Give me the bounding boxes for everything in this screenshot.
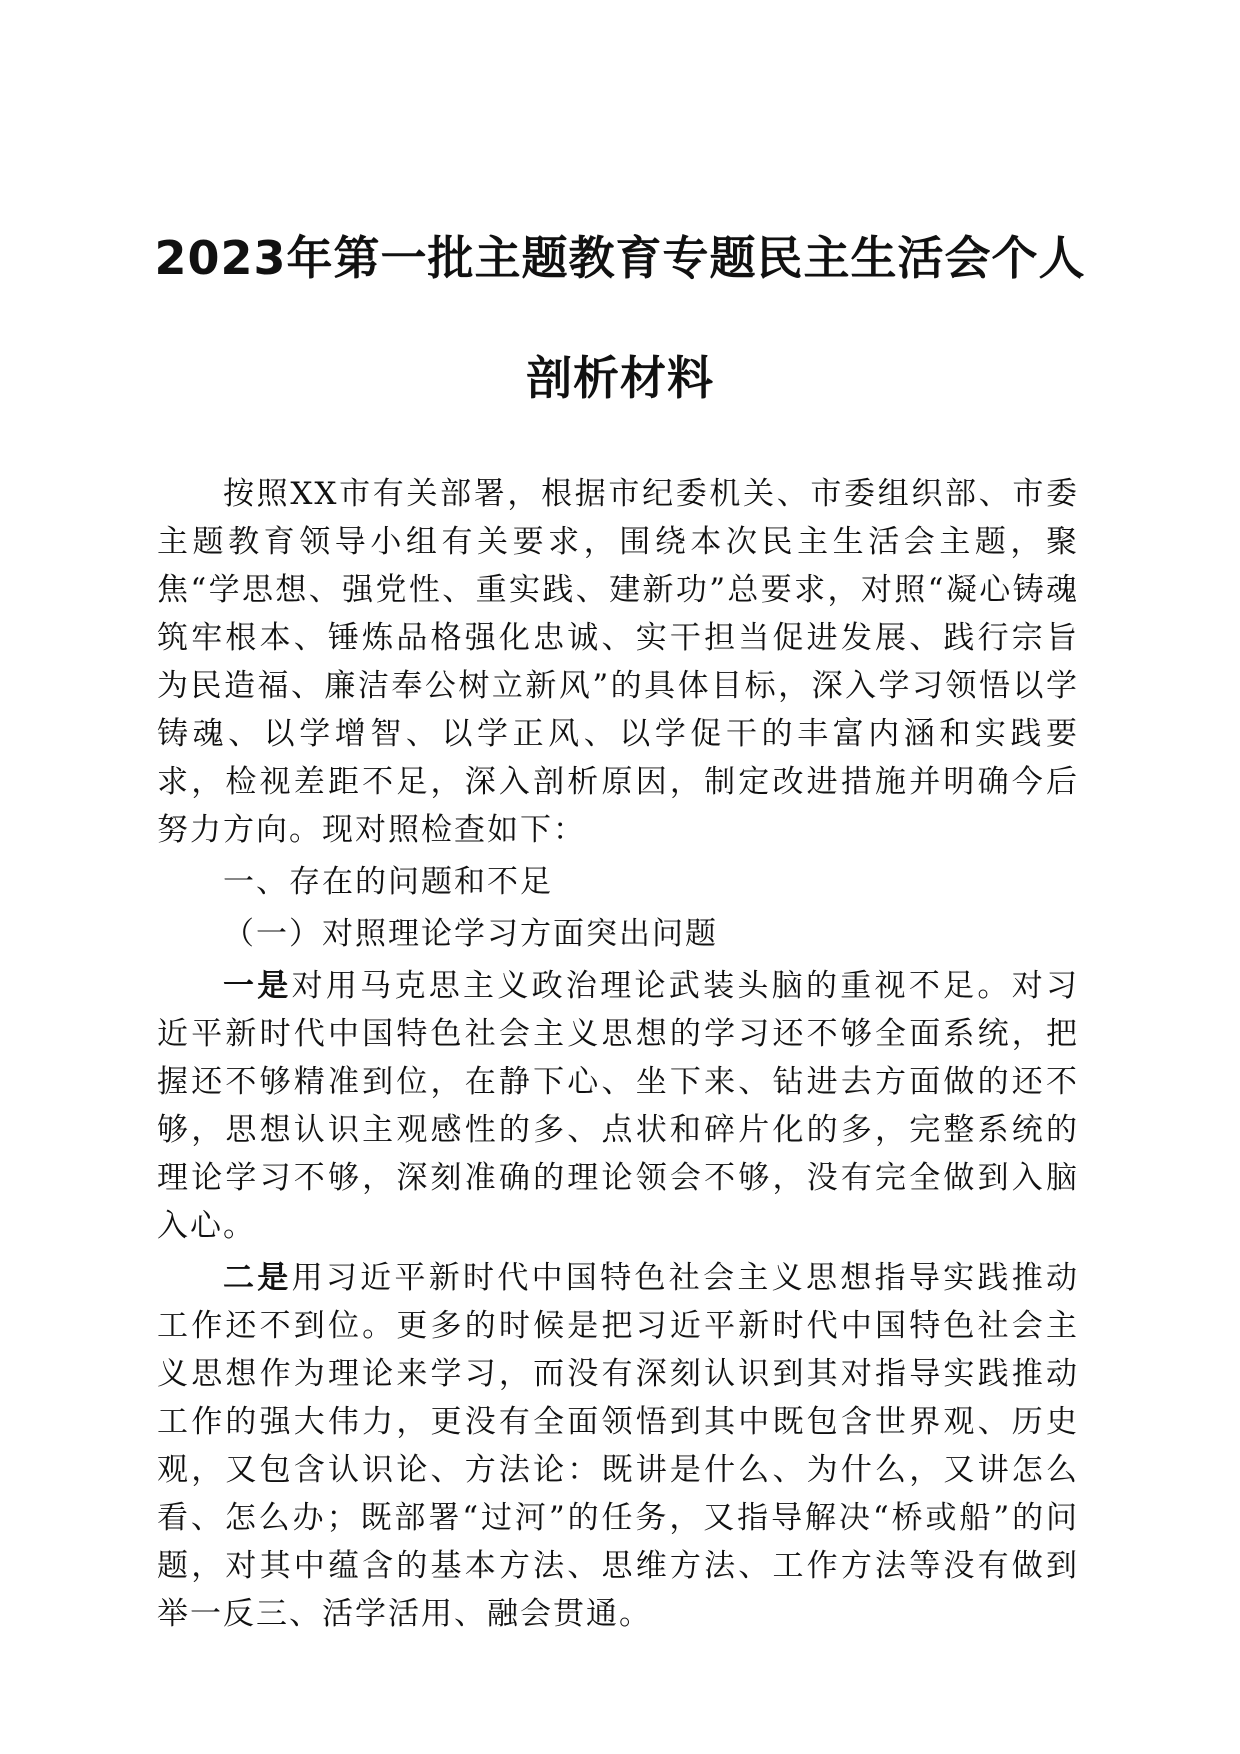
document-body (157, 470, 1079, 1642)
document-title-line1: 2023年第一批主题教育专题民主生活会个人 (154, 231, 1086, 285)
point-text-2: 用习近平新时代中国特色社会主义思想指导实践推动工作还不到位。更多的时候是把习近平新时代中国特色社会主义思想作为理论来学习，而没有深刻认识到其对指导实践推动工作的强大伟力，更没有全面领悟到其中既包含世界观、历史观，又包含认识论、方法论：既讲是什么、为什么，又讲怎么看、怎么办；既部署“过河”的任务，又指导解决“桥或船”的问题，对其中蕴含的基本方法、思维方法、工作方法等没有做到举一反三、活学活用、融会贯通。 (157, 1260, 1080, 1632)
point-lead-2: 二是 (223, 1260, 292, 1296)
point-lead-1: 一是 (223, 968, 292, 1004)
point-paragraph-2 (157, 1254, 1079, 1638)
point-text-1: 对用马克思主义政治理论武装头脑的重视不足。对习近平新时代中国特色社会主义思想的学习还不够全面系统，把握还不够精准到位，在静下心、坐下来、钻进去方面做的还不够，思想认识主观感性的多、点状和碎片化的多，完整系统的理论学习不够，深刻准确的理论领会不够，没有完全做到入脑入心。 (157, 968, 1080, 1244)
point-paragraph-1 (157, 962, 1079, 1250)
intro-paragraph: 按照XX市有关部署，根据市纪委机关、市委组织部、市委主题教育领导小组有关要求，围绕本次民主生活会主题，聚焦“学思想、强党性、重实践、建新功”总要求，对照“凝心铸魂筑牢根本、锤炼品格强化忠诚、实干担当促进发展、践行宗旨为民造福、廉洁奉公树立新风”的具体目标，深入学习领悟以学铸魂、以学增智、以学正风、以学促干的丰富内涵和实践要求，检视差距不足，深入剖析原因，制定改进措施并明确今后努力方向。现对照检查如下： (157, 476, 1079, 848)
section-heading: 一、存在的问题和不足 (223, 864, 553, 900)
subsection-heading: （一）对照理论学习方面突出问题 (223, 916, 718, 952)
document-title-line2: 剖析材料 (526, 351, 714, 405)
